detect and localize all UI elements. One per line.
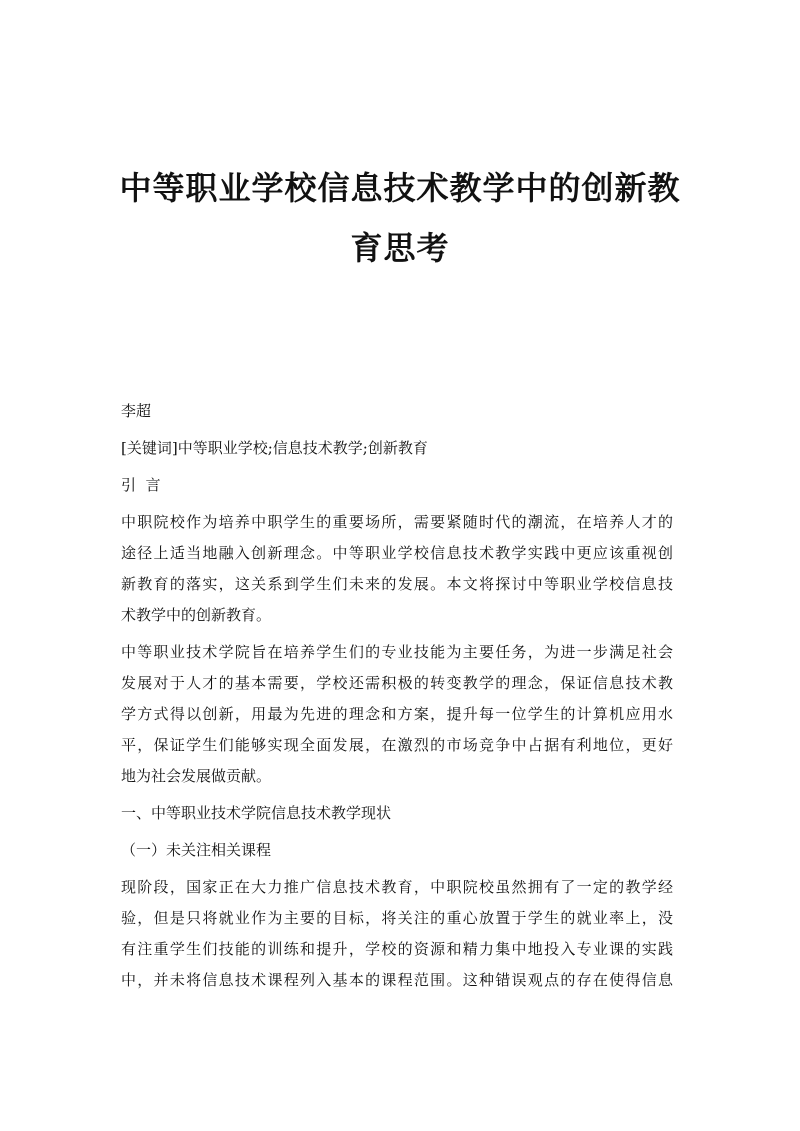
section-heading-1: 一、中等职业技术学院信息技术教学现状: [121, 804, 392, 822]
paragraph-line: 中，并未将信息技术课程列入基本的课程范围。这种错误观点的存在使得信息: [121, 971, 673, 989]
paragraph-line: 地为社会发展做贡献。: [121, 767, 272, 785]
paragraph-line: 新教育的落实，这关系到学生们未来的发展。本文将探讨中等职业学校信息技: [121, 575, 673, 593]
paragraph-line: 中职院校作为培养中职学生的重要场所，需要紧随时代的潮流，在培养人才的: [121, 513, 673, 531]
paragraph-line: 途径上适当地融入创新理念。中等职业学校信息技术教学实践中更应该重视创: [121, 544, 673, 562]
paragraph-line: 平，保证学生们能够实现全面发展，在激烈的市场竞争中占据有利地位，更好: [121, 736, 673, 754]
paragraph-line: 学方式得以创新，用最为先进的理念和方案，提升每一位学生的计算机应用水: [121, 705, 673, 723]
author-name: 李超: [121, 402, 152, 420]
paragraph-line: 验，但是只将就业作为主要的目标，将关注的重心放置于学生的就业率上，没: [121, 909, 673, 927]
paragraph-3: [121, 874, 673, 993]
intro-heading: 引 言: [121, 476, 161, 494]
document-title-line-2: 育思考: [350, 229, 450, 267]
subsection-heading-1: （一）未关注相关课程: [121, 841, 272, 859]
paragraph-2: [121, 639, 673, 789]
keywords-line: [关键词]中等职业学校;信息技术教学;创新教育: [121, 439, 428, 457]
paragraph-line: 术教学中的创新教育。: [121, 606, 272, 624]
paragraph-line: 发展对于人才的基本需要，学校还需积极的转变教学的理念，保证信息技术教: [121, 674, 673, 692]
paragraph-line: 有注重学生们技能的训练和提升，学校的资源和精力集中地投入专业课的实践: [121, 940, 673, 958]
document-title-line-1: 中等职业学校信息技术教学中的创新教: [119, 169, 681, 207]
paragraph-1: [121, 509, 673, 628]
document-body: [121, 398, 673, 1004]
paragraph-line: 现阶段，国家正在大力推广信息技术教育，中职院校虽然拥有了一定的教学经: [121, 878, 673, 896]
paragraph-line: 中等职业技术学院旨在培养学生们的专业技能为主要任务，为进一步满足社会: [121, 643, 673, 661]
